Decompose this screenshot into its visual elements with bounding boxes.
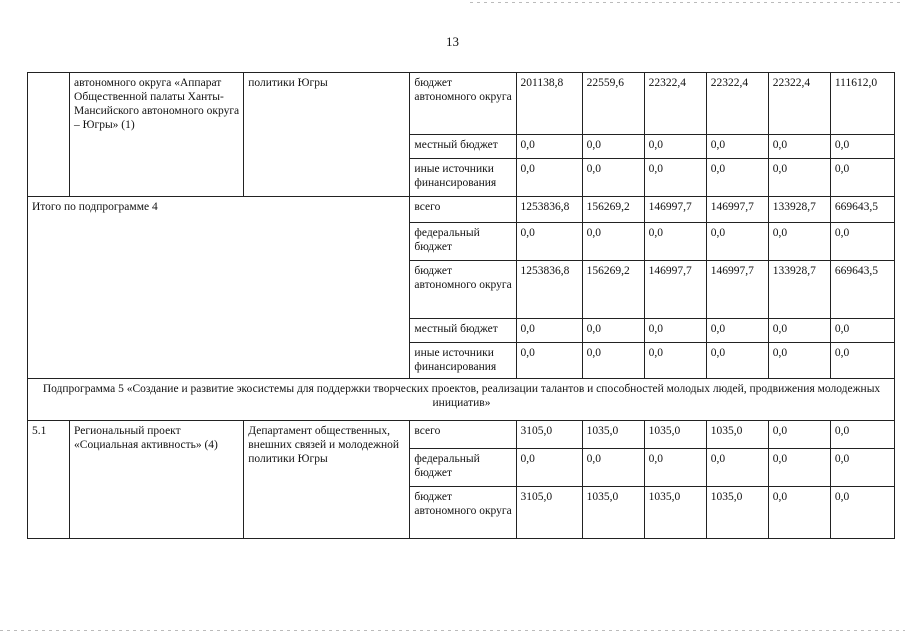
value-cell: 0,0 — [582, 449, 644, 487]
table-row — [28, 73, 895, 135]
value-cell: 0,0 — [644, 135, 706, 159]
value-cell: 0,0 — [516, 343, 582, 379]
subtotal-label-cell: Итого по подпрограмме 4 — [28, 197, 410, 379]
value-cell: 0,0 — [830, 159, 894, 197]
value-cell: 0,0 — [516, 159, 582, 197]
value-cell: 1035,0 — [706, 421, 768, 449]
value-cell: 0,0 — [830, 135, 894, 159]
value-cell: 0,0 — [706, 449, 768, 487]
value-cell: 0,0 — [706, 223, 768, 261]
funding-source-cell: бюджет автономного округа — [410, 261, 516, 319]
value-cell: 146997,7 — [706, 197, 768, 223]
value-cell: 3105,0 — [516, 421, 582, 449]
value-cell: 0,0 — [582, 159, 644, 197]
value-cell: 0,0 — [768, 159, 830, 197]
value-cell: 0,0 — [830, 223, 894, 261]
funding-source-cell: иные источники финансирования — [410, 343, 516, 379]
value-cell: 669643,5 — [830, 261, 894, 319]
table-row — [28, 379, 895, 421]
funding-source-cell: местный бюджет — [410, 135, 516, 159]
value-cell: 1253836,8 — [516, 261, 582, 319]
value-cell: 0,0 — [582, 135, 644, 159]
value-cell: 0,0 — [582, 319, 644, 343]
value-cell: 1035,0 — [582, 487, 644, 539]
value-cell: 0,0 — [768, 343, 830, 379]
value-cell: 0,0 — [768, 223, 830, 261]
value-cell: 0,0 — [706, 319, 768, 343]
value-cell: 0,0 — [516, 135, 582, 159]
funding-source-cell: всего — [410, 197, 516, 223]
funding-source-cell: всего — [410, 421, 516, 449]
value-cell: 1253836,8 — [516, 197, 582, 223]
funding-source-cell: иные источники финансирования — [410, 159, 516, 197]
value-cell: 0,0 — [644, 449, 706, 487]
value-cell: 22322,4 — [768, 73, 830, 135]
budget-table — [27, 72, 895, 539]
value-cell: 22322,4 — [644, 73, 706, 135]
value-cell: 0,0 — [706, 343, 768, 379]
value-cell: 0,0 — [644, 223, 706, 261]
measure-name-cell: Региональный проект «Социальная активность» (4) — [70, 421, 244, 539]
executor-cell: Департамент общественных, внешних связей и молодежной политики Югры — [244, 421, 410, 539]
funding-source-cell: федеральный бюджет — [410, 449, 516, 487]
value-cell: 0,0 — [830, 319, 894, 343]
table-row — [28, 197, 895, 223]
value-cell: 22322,4 — [706, 73, 768, 135]
funding-source-cell: бюджет автономного округа — [410, 73, 516, 135]
value-cell: 0,0 — [768, 449, 830, 487]
value-cell: 146997,7 — [644, 197, 706, 223]
value-cell: 133928,7 — [768, 261, 830, 319]
value-cell: 0,0 — [516, 319, 582, 343]
value-cell: 0,0 — [768, 487, 830, 539]
funding-source-cell: бюджет автономного округа — [410, 487, 516, 539]
value-cell: 0,0 — [706, 135, 768, 159]
value-cell: 0,0 — [830, 343, 894, 379]
value-cell: 0,0 — [830, 421, 894, 449]
funding-source-cell: федеральный бюджет — [410, 223, 516, 261]
value-cell: 1035,0 — [644, 421, 706, 449]
value-cell: 0,0 — [516, 223, 582, 261]
value-cell: 0,0 — [644, 159, 706, 197]
value-cell: 0,0 — [644, 343, 706, 379]
value-cell: 669643,5 — [830, 197, 894, 223]
value-cell: 0,0 — [768, 421, 830, 449]
value-cell: 0,0 — [582, 223, 644, 261]
subprogram-header: Подпрограмма 5 «Создание и развитие экосистемы для поддержки творческих проектов, реализации талантов и способностей молодых людей, продвижения молодежных инициатив» — [28, 379, 895, 421]
value-cell: 133928,7 — [768, 197, 830, 223]
table-row — [28, 421, 895, 449]
value-cell: 0,0 — [768, 135, 830, 159]
value-cell: 22559,6 — [582, 73, 644, 135]
scan-artifact-top — [470, 2, 900, 3]
value-cell: 146997,7 — [644, 261, 706, 319]
value-cell: 201138,8 — [516, 73, 582, 135]
value-cell: 0,0 — [706, 159, 768, 197]
value-cell: 1035,0 — [644, 487, 706, 539]
value-cell: 0,0 — [830, 487, 894, 539]
value-cell: 0,0 — [768, 319, 830, 343]
value-cell: 0,0 — [582, 343, 644, 379]
scan-artifact-bottom — [0, 630, 905, 631]
value-cell: 0,0 — [516, 449, 582, 487]
value-cell: 146997,7 — [706, 261, 768, 319]
row-number-cell: 5.1 — [28, 421, 70, 539]
page-number: 13 — [446, 34, 459, 49]
funding-source-cell: местный бюджет — [410, 319, 516, 343]
value-cell: 0,0 — [644, 319, 706, 343]
value-cell: 156269,2 — [582, 261, 644, 319]
value-cell: 3105,0 — [516, 487, 582, 539]
row-number-cell — [28, 73, 70, 197]
measure-name-cell: автономного округа «Аппарат Общественной палаты Ханты-Мансийского автономного округа – Югры» (1) — [70, 73, 244, 197]
value-cell: 156269,2 — [582, 197, 644, 223]
executor-cell: политики Югры — [244, 73, 410, 197]
value-cell: 0,0 — [830, 449, 894, 487]
value-cell: 1035,0 — [706, 487, 768, 539]
value-cell: 111612,0 — [830, 73, 894, 135]
value-cell: 1035,0 — [582, 421, 644, 449]
